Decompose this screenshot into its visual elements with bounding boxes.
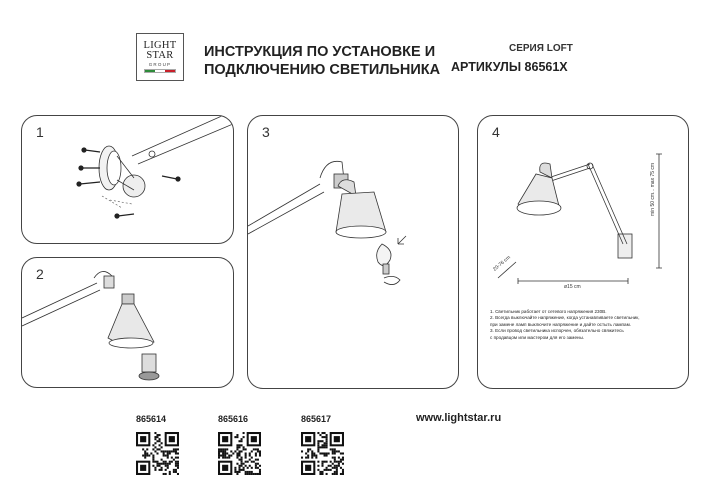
lamp-shade-illustration [22, 258, 233, 387]
brand-line2: STAR [146, 50, 174, 62]
step-number-3: 3 [262, 124, 270, 140]
website-link[interactable]: www.lightstar.ru [416, 412, 502, 424]
note-line: 2. Всегда выключайте напряжение, когда устанавливаете светильник, [490, 315, 640, 321]
depth-dimension: 20-76 cm [492, 254, 512, 273]
qr-code-icon[interactable] [218, 432, 261, 475]
step-number-2: 2 [36, 266, 44, 282]
step-number-1: 1 [36, 124, 44, 140]
bulb-installation-illustration [248, 116, 458, 388]
brand-line1: LIGHT [143, 39, 177, 51]
articles-label: АРТИКУЛЫ 86561X [451, 60, 568, 74]
mounting-plate-illustration [22, 116, 233, 243]
note-line: с продавцом или мастером для его замены. [490, 334, 585, 340]
note-line: 1. Светильник работает от сетевого напряжения 230В. [490, 309, 607, 314]
product-code-2: 865616 [218, 414, 249, 424]
qr-code-icon[interactable] [301, 432, 344, 475]
width-dimension: ø15 cm [564, 284, 581, 290]
step-number-4: 4 [492, 124, 500, 140]
step-panel-1 [21, 115, 234, 244]
title-line2: ПОДКЛЮЧЕНИЮ СВЕТИЛЬНИКА [204, 62, 441, 78]
brand-line3: GROUP [148, 61, 172, 67]
product-code-3: 865617 [301, 414, 332, 424]
step-panel-3 [247, 115, 459, 389]
step-panel-2 [21, 257, 234, 388]
safety-notes [490, 309, 685, 341]
note-line: при замене ламп выключите напряжение и дайте остыть лампам. [490, 321, 632, 327]
qr-code-icon[interactable] [136, 432, 179, 475]
document-title [204, 43, 440, 79]
step-panel-4 [477, 115, 689, 389]
title-line1: ИНСТРУКЦИЯ ПО УСТАНОВКЕ И [204, 44, 436, 60]
italian-flag-stripe [144, 69, 176, 73]
note-line: 3. Если провод светильника испорчен, обязательно свяжитесь [490, 328, 624, 334]
height-dimension: min 50 cm... max 75 cm [650, 162, 656, 216]
series-label: СЕРИЯ LOFT [509, 43, 573, 54]
product-code-1: 865614 [136, 414, 167, 424]
dimensions-illustration [478, 116, 688, 388]
brand-logo [136, 33, 184, 81]
